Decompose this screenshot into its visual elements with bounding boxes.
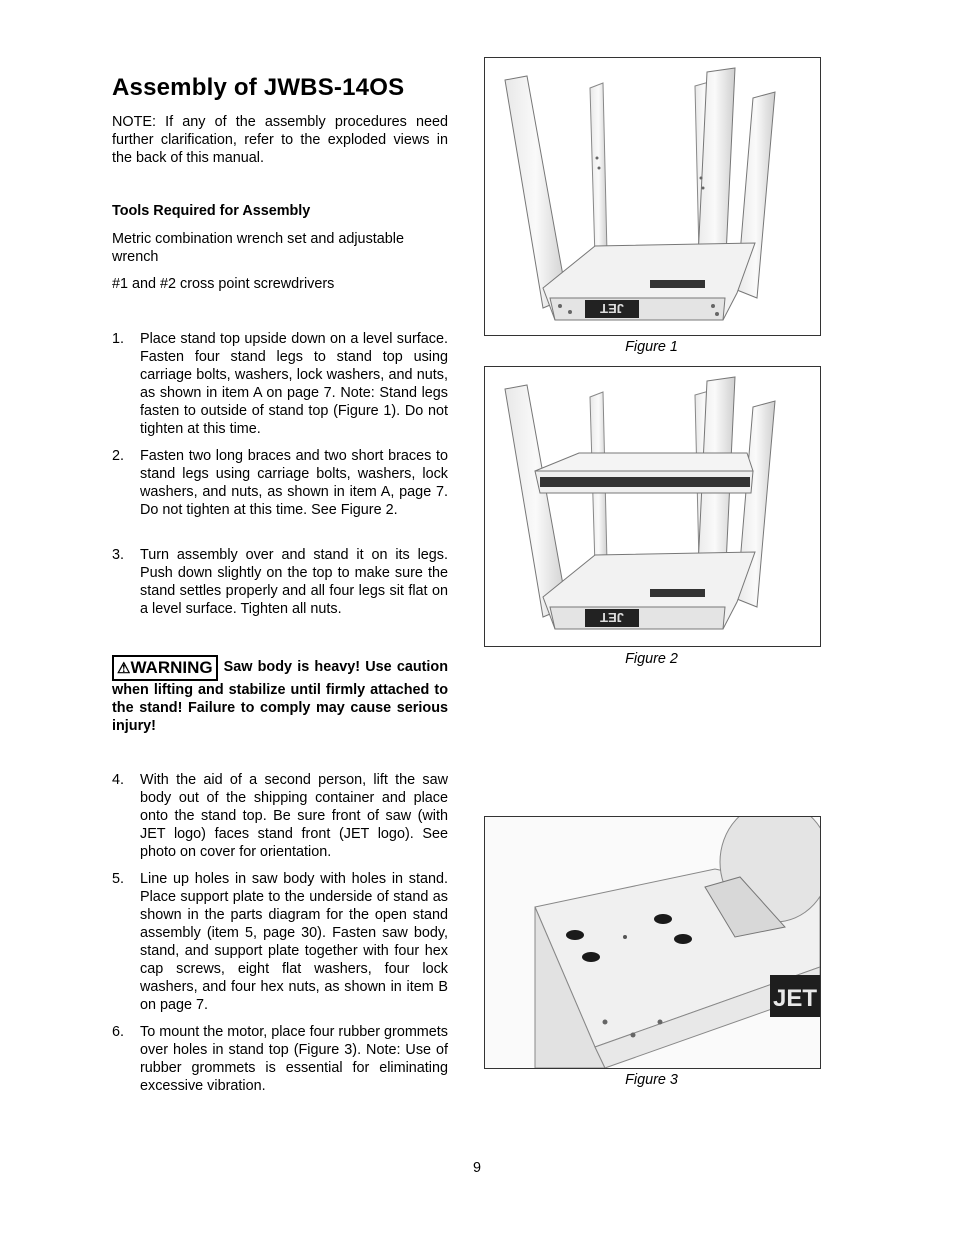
warning-label-text: WARNING bbox=[130, 658, 213, 677]
step-2 bbox=[112, 447, 448, 519]
tools-item-2: #1 and #2 cross point screwdrivers bbox=[112, 276, 335, 292]
warning-text: Saw body is heavy! Use caution when lifting and stabilize until firmly attached to the stand! Failure to comply may cause serious injury! bbox=[112, 659, 448, 734]
step-number: 4. bbox=[112, 772, 125, 788]
step-text: Line up holes in saw body with holes in stand. Place support plate to the underside of stand as shown in the parts diagram for the open stand assembly (item 5, page 30). Fasten saw body, stand, and support plate together with four hex cap screws, eight flat washers, four lock washers, and four hex nuts, as shown in item B on page 7. bbox=[140, 871, 448, 1013]
page-number: 9 bbox=[472, 1160, 481, 1176]
jet-logo-text: JET bbox=[772, 985, 818, 1012]
figure-1-caption: Figure 1 bbox=[625, 339, 678, 355]
step-number: 1. bbox=[112, 331, 125, 347]
step-3 bbox=[112, 546, 448, 618]
step-5 bbox=[112, 870, 448, 1014]
jet-logo-text: JET bbox=[600, 301, 624, 316]
step-text: Place stand top upside down on a level surface. Fasten four stand legs to stand top using carriage bolts, washers, lock washers, and nuts, as shown in item A on page 7. Note: Stand legs fasten to outside of stand top (Figure 1). Do not tighten at this time. bbox=[140, 331, 448, 437]
tools-heading: Tools Required for Assembly bbox=[112, 203, 311, 219]
warning-block bbox=[112, 655, 448, 735]
step-1 bbox=[112, 330, 448, 438]
assembly-note: NOTE: If any of the assembly procedures need further clarification, refer to the exploded views in the back of this manual. bbox=[112, 114, 448, 166]
step-number: 2. bbox=[112, 448, 125, 464]
step-number: 5. bbox=[112, 871, 125, 887]
figure-1-stand bbox=[484, 57, 821, 336]
jet-logo-text: JET bbox=[600, 610, 624, 625]
figure-3-caption: Figure 3 bbox=[625, 1072, 678, 1088]
warning-label bbox=[112, 655, 218, 681]
page-title: Assembly of JWBS-14OS bbox=[112, 74, 405, 101]
step-number: 3. bbox=[112, 547, 125, 563]
figure-2-caption: Figure 2 bbox=[625, 651, 678, 667]
figure-3-grommets bbox=[484, 816, 821, 1069]
step-text: Fasten two long braces and two short braces to stand legs using carriage bolts, washers, lock washers, and nuts, as shown in item A, page 7. Do not tighten at this time. See Figure 2. bbox=[140, 448, 448, 518]
step-text: Turn assembly over and stand it on its legs. Push down slightly on the top to make sure the stand settles properly and all four legs sit flat on a level surface. Tighten all nuts. bbox=[140, 547, 448, 617]
step-4 bbox=[112, 771, 448, 861]
warning-triangle-icon: ⚠ bbox=[117, 660, 131, 677]
tools-item-1: Metric combination wrench set and adjustable wrench bbox=[112, 231, 404, 265]
figure-2-stand-braces bbox=[484, 366, 821, 647]
step-text: To mount the motor, place four rubber grommets over holes in stand top (Figure 3). Note: Use of rubber grommets is essential for eliminating excessive vibration. bbox=[140, 1024, 448, 1094]
step-number: 6. bbox=[112, 1024, 125, 1040]
step-6 bbox=[112, 1023, 448, 1095]
step-text: With the aid of a second person, lift the saw body out of the shipping container and place onto the stand top. Be sure front of saw (with JET logo) faces stand front (JET logo). See photo on cover for orientation. bbox=[140, 772, 448, 860]
